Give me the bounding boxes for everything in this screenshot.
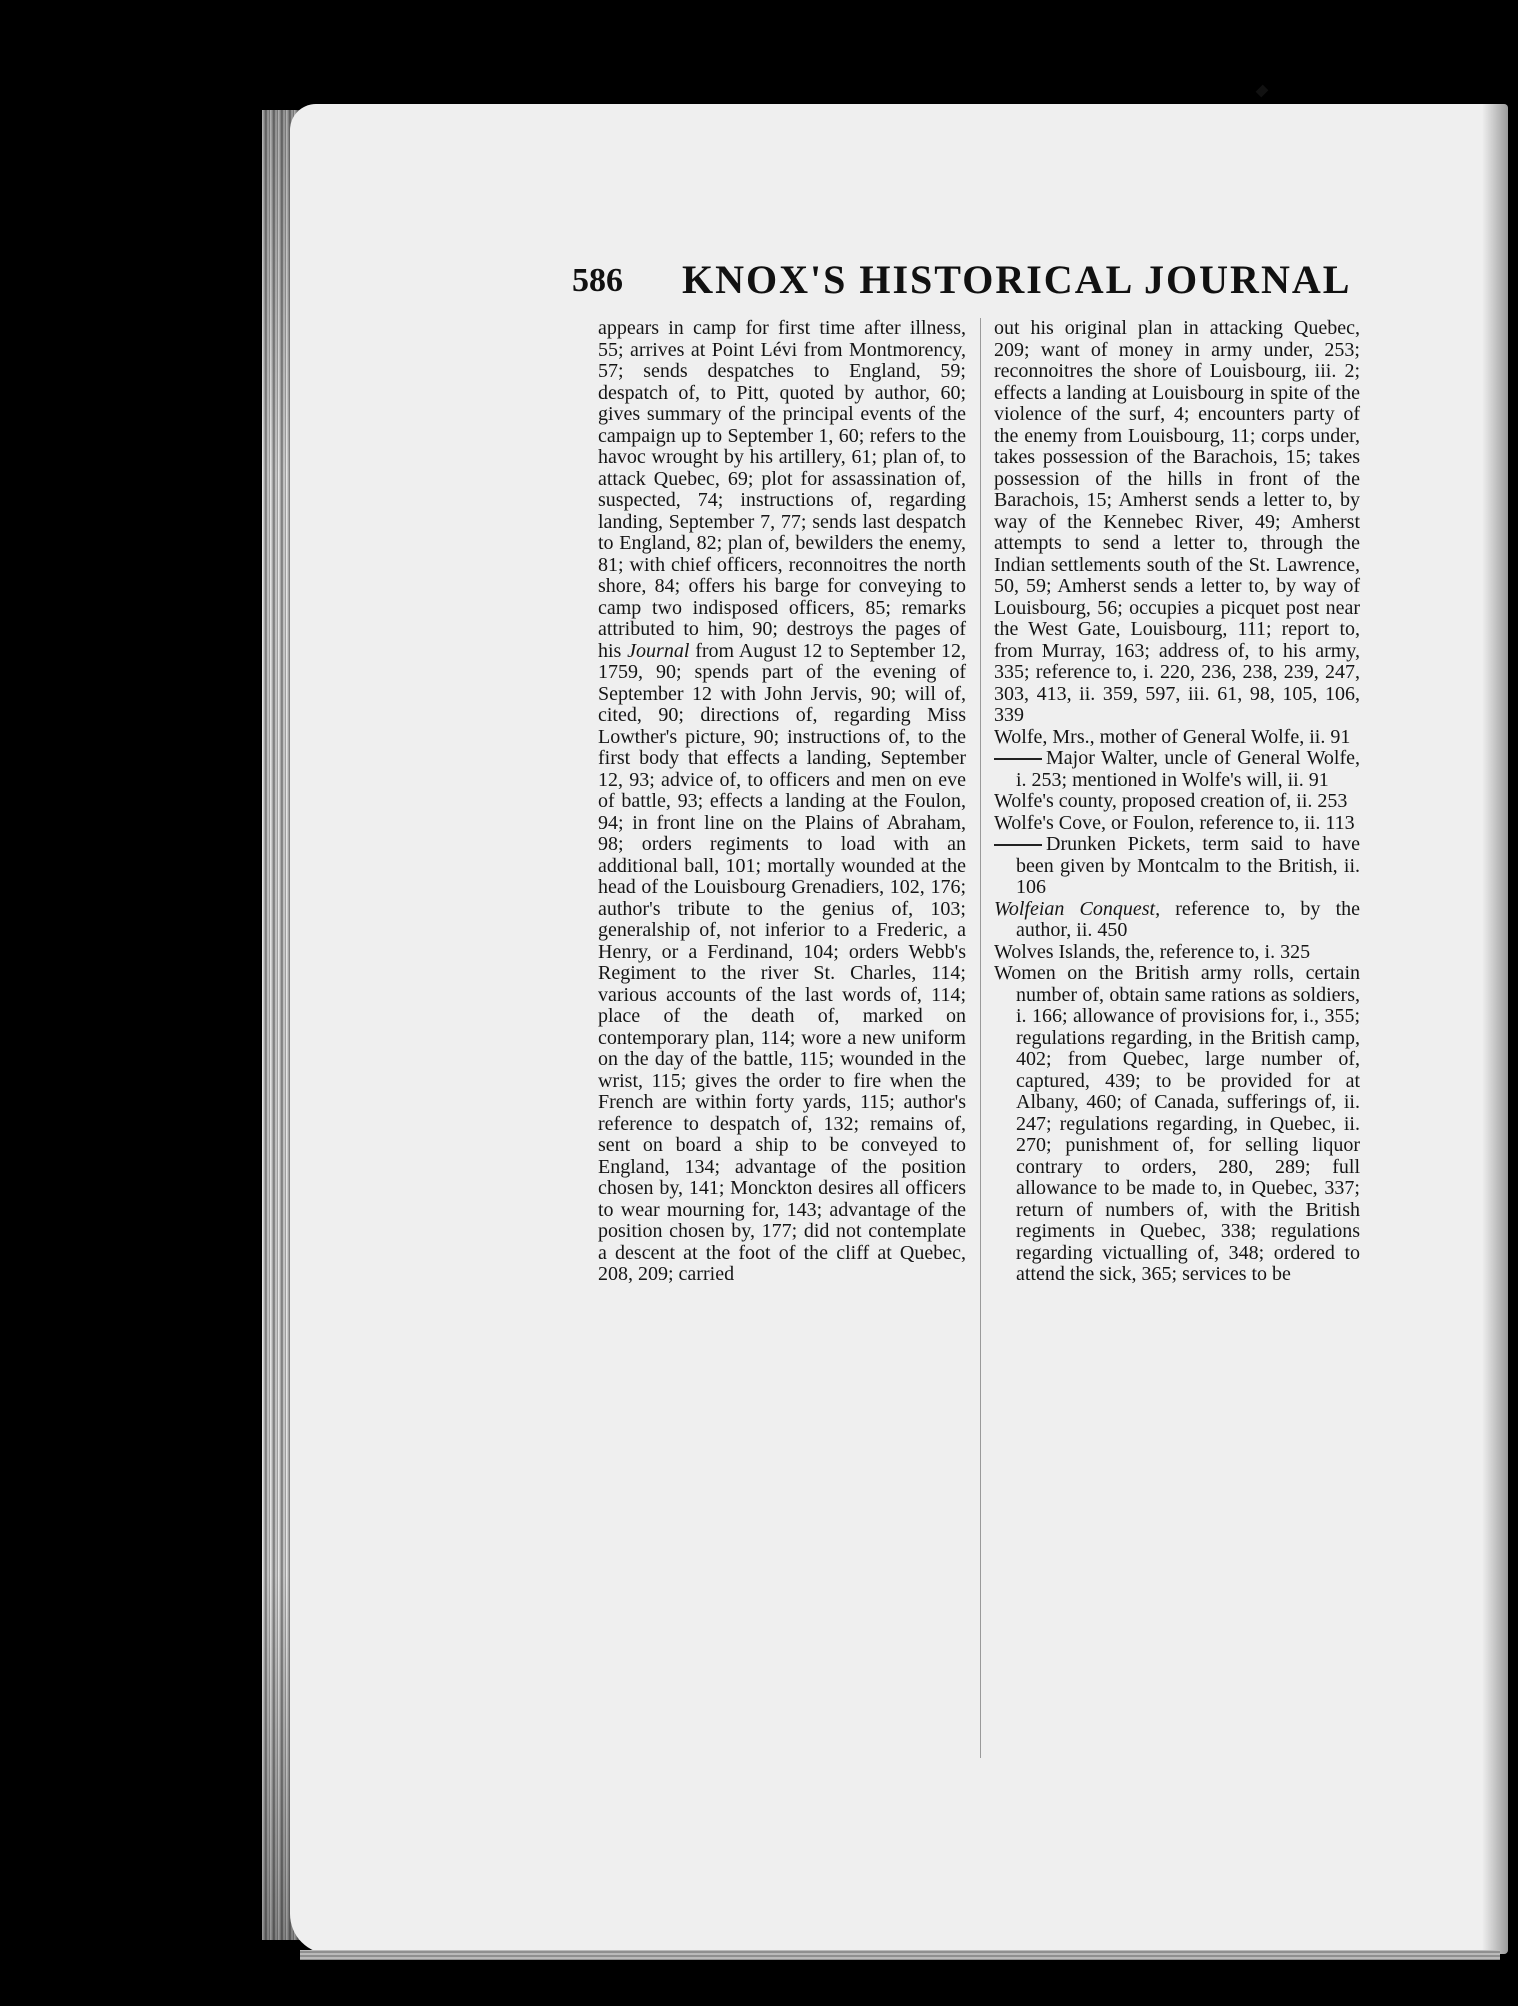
index-entry-text: Wolves Islands, the, reference to, i. 325	[994, 940, 1311, 963]
index-entry-italic-title: Wolfeian Conquest,	[994, 897, 1161, 920]
index-entry-text: Wolfe's county, proposed creation of, ii. 253	[994, 790, 1348, 812]
index-entry-text: Women on the British army rolls, certain number of, obtain same rations as soldiers, i. 166; allowance of provisions for, i., 355; regulations regarding, in the British camp, 402; from Quebec, large number of, captured, 439; to be provided for at Albany, 460; of Canada, sufferings of, ii. 247; regulations regarding, in Quebec, ii. 270; punishment of, for selling liquor contrary to orders, 280, 289; full allowance to be made to, in Quebec, 337; return of numbers of, with the British regiments in Quebec, 338; regulations regarding victualling of, 348; ordered to attend the sick, 365; services to be	[994, 962, 1360, 1285]
index-entry	[994, 748, 1360, 791]
index-entry	[994, 963, 1360, 1286]
ditto-dash	[994, 758, 1042, 760]
index-entry	[994, 899, 1360, 942]
index-entry-text: Drunken Pickets, term said to have been given by Montcalm to the British, ii. 106	[1016, 833, 1360, 898]
index-entry	[994, 834, 1360, 899]
index-column-left	[598, 318, 966, 1286]
page-number: 586	[572, 262, 623, 299]
index-entry	[994, 942, 1360, 964]
index-column-right	[994, 318, 1360, 1286]
running-head	[572, 256, 1352, 306]
index-entry	[994, 813, 1360, 835]
index-entry	[994, 791, 1360, 813]
running-title: KNOX'S HISTORICAL JOURNAL	[682, 257, 1352, 302]
index-entry-text: Major Walter, uncle of General Wolfe, i. 253; mentioned in Wolfe's will, ii. 91	[1016, 747, 1360, 791]
ditto-dash	[994, 844, 1042, 846]
italic-journal-word: Journal	[627, 639, 690, 662]
page-fold-shadow	[1482, 104, 1508, 1954]
index-continuation-text: appears in camp for first time after illness, 55; arrives at Point Lévi from Montmorency, 57; sends despatches to England, 59; despatch of, to Pitt, quoted by author, 60; gives summary of the principal events of the campaign up to September 1, 60; refers to the havoc wrought by his artillery, 61; plan of, to attack Quebec, 69; plot for assassination of, suspected, 74; instructions of, regarding landing, September 7, 77; sends last despatch to England, 82; plan of, bewilders the enemy, 81; with chief officers, reconnoitres the north shore, 84; offers his barge for conveying to camp two indisposed officers, 85; remarks attributed to him, 90; destroys the pages of his Journal from August 12 to September 12, 1759, 90; spends part of the evening of September 12 with John Jervis, 90; will of, cited, 90; directions of, regarding Miss Lowther's picture, 90; instructions of, to the first body that effects a landing, September 12, 93; advice of, to officers and men on eve of battle, 93; effects a landing at the Foulon, 94; in front line on the Plains of Abraham, 98; orders regiments to load with an additional ball, 101; mortally wounded at the head of the Louisbourg Grenadiers, 102, 176; author's tribute to the genius of, 103; generalship of, not inferior to a Frederic, a Henry, or a Ferdinand, 104; orders Webb's Regiment to the river St. Charles, 114; various accounts of the last words of, 114; place of the death of, marked on contemporary plan, 114; wore a new uniform on the day of the battle, 115; wounded in the wrist, 115; gives the order to fire when the French are within forty yards, 115; author's reference to despatch of, 132; remains of, sent on board a ship to be conveyed to England, 134; advantage of the position chosen by, 141; Monckton desires all officers to wear mourning for, 143; advantage of the position chosen by, 177; did not contemplate a descent at the foot of the cliff at Quebec, 208, 209; carried	[598, 317, 966, 1285]
page-bottom-edge	[300, 1950, 1500, 1960]
index-entry-text: Wolfe, Mrs., mother of General Wolfe, ii. 91	[994, 725, 1351, 748]
index-entry-text: Wolfe's Cove, or Foulon, reference to, ii. 113	[994, 811, 1355, 834]
index-continuation-text: out his original plan in attacking Quebec, 209; want of money in army under, 253; reconnoitres the shore of Louisbourg, iii. 2; effects a landing at Louisbourg in spite of the violence of the surf, 4; encounters party of the enemy from Louisbourg, 11; corps under, takes possession of the Barachois, 15; takes possession of the hills in front of the Barachois, 15; Amherst sends a letter to, by way of the Kennebec River, 49; Amherst attempts to send a letter to, through the Indian settlements south of the St. Lawrence, 50, 59; Amherst sends a letter to, by way of Louisbourg, 56; occupies a picquet post near the West Gate, Louisbourg, 111; report to, from Murray, 163; address of, to his army, 335; reference to, i. 220, 236, 238, 239, 247, 303, 413, ii. 359, 597, iii. 61, 98, 105, 106, 339	[994, 317, 1360, 726]
column-divider	[980, 318, 981, 1758]
index-entry-text: reference to, by the author, ii. 450	[1016, 897, 1360, 941]
index-entry	[994, 727, 1360, 749]
scan-speck	[1256, 85, 1269, 98]
